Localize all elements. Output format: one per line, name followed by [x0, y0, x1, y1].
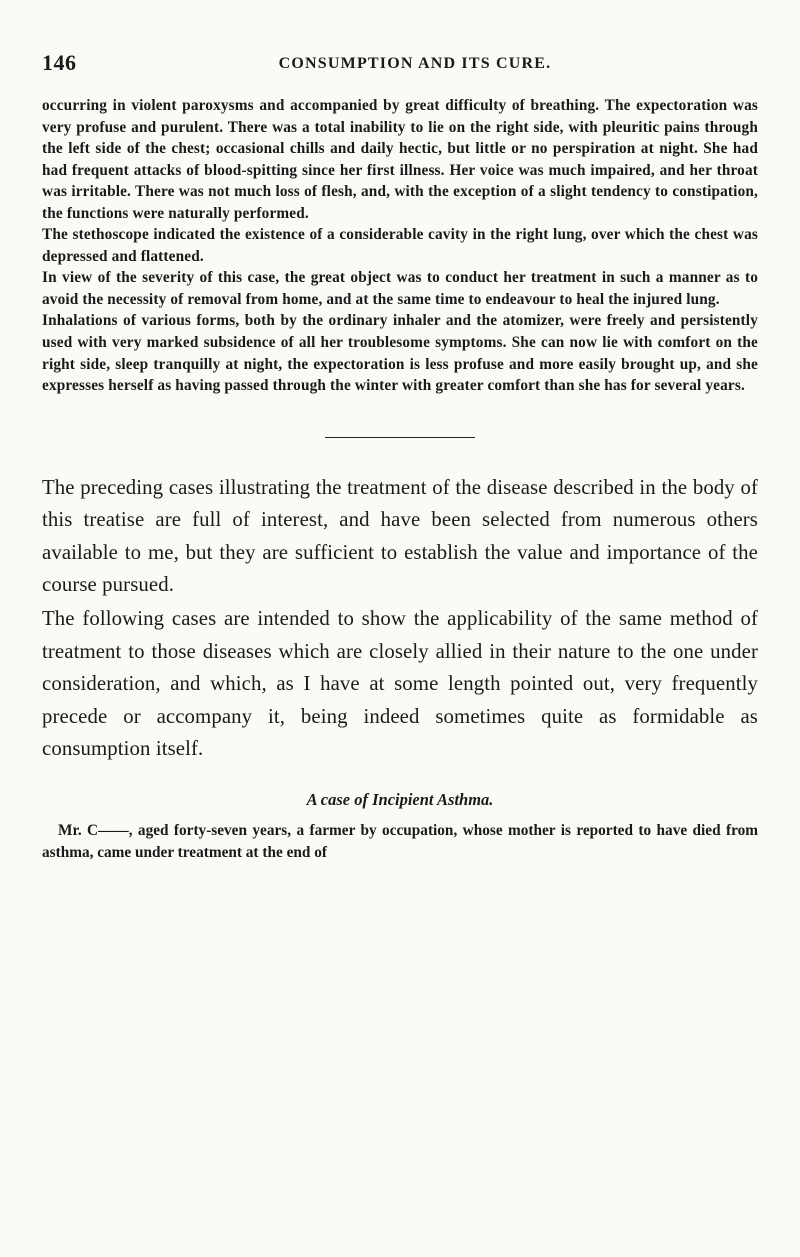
paragraph: In view of the severity of this case, the great object was to conduct her treatment in such a manner as to avoid the necessity of removal from home, and at the same time to endeavour to heal the injured lung.: [42, 269, 758, 308]
paragraph: Mr. C——, aged forty-seven years, a farmer by occupation, whose mother is reported to have died from asthma, came under treatment at the end of: [42, 822, 758, 861]
paragraph: The following cases are intended to show the applicability of the same method of treatment to those diseases which are closely allied in their nature to the one under consideration, and which, as I have at some length pointed out, very frequently precede or accompany it, being indeed sometimes quite as formidable as consumption itself.: [42, 607, 758, 761]
case-report-text: [42, 95, 758, 397]
case-heading: A case of Incipient Asthma.: [306, 790, 494, 809]
commentary-text: [42, 472, 758, 766]
paragraph: The preceding cases illustrating the treatment of the disease described in the body of this treatise are full of interest, and have been selected from numerous others available to me, but they are sufficient to establish the value and importance of the course pursued.: [42, 475, 758, 597]
case-text: [42, 820, 758, 863]
running-title: CONSUMPTION AND ITS CURE.: [278, 55, 552, 72]
book-page: [42, 0, 758, 863]
paragraph: The stethoscope indicated the existence of a considerable cavity in the right lung, over which the chest was depressed and flattened.: [42, 226, 758, 265]
page-number: 146: [42, 50, 77, 75]
paragraph: Inhalations of various forms, both by the ordinary inhaler and the atomizer, were freely and persistently used with very marked subsidence of all her troublesome symptoms. She can now lie with comfort on the right side, sleep tranquilly at night, the expectoration is less profuse and more easily brought up, and she expresses herself as having passed through the winter with greater comfort than she has for several years.: [42, 312, 758, 395]
page-header: [42, 0, 758, 80]
paragraph: occurring in violent paroxysms and accompanied by great difficulty of breathing. The expectoration was very profuse and purulent. There was a total inability to lie on the right side, with pleuritic pains through the left side of the chest; occasional chills and daily hectic, but little or no perspiration at night. She had had frequent attacks of blood-spitting since her first illness. Her voice was much impaired, and her throat was irritable. There was not much loss of flesh, and, with the exception of a slight tendency to constipation, the functions were naturally performed.: [42, 97, 758, 222]
section-divider: [325, 437, 475, 438]
